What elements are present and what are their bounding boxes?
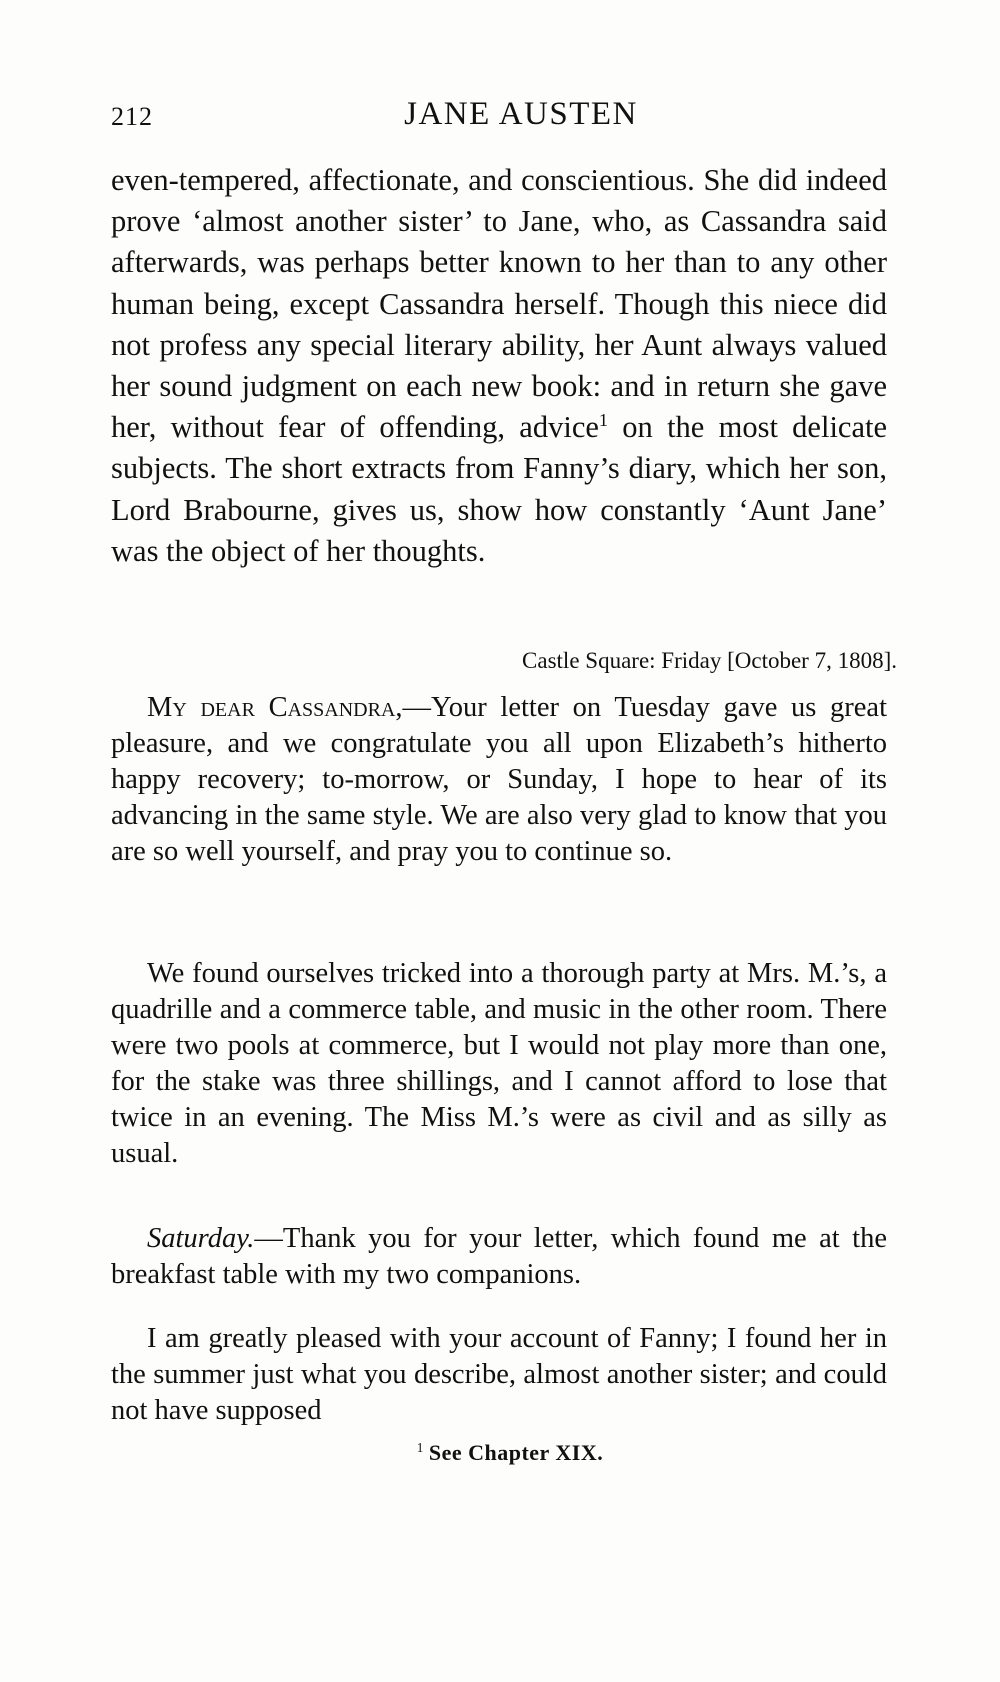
running-title: JANE AUSTEN	[404, 96, 638, 132]
letter-salutation: My dear Cassandra,	[147, 692, 403, 723]
letter-paragraph-3	[111, 1221, 887, 1293]
letter-day-heading: Saturday.	[147, 1223, 255, 1254]
letter-paragraph-3-text: —Thank you for your letter, which found me at the breakfast table with my two companions.	[111, 1223, 887, 1290]
paragraph-1	[111, 160, 887, 572]
letter-paragraph-4-text: I am greatly pleased with your account of Fanny; I found her in the summer just what you describe, almost another sister; and could not have supposed	[111, 1323, 887, 1426]
page-number: 212	[111, 102, 153, 131]
footnote-number: 1	[416, 1440, 424, 1456]
paragraph-1-text-a: even-tempered, affectionate, and conscientious. She did indeed prove ‘almost another sister’ to Jane, who, as Cassandra said afterwards, was perhaps better known to her than to any other human being, except Cassandra herself. Though this niece did not profess any special literary ability, her Aunt always valued her sound judgment on each new book: and in return she gave her, without fear of offending, advice	[111, 163, 887, 445]
letter-paragraph-2	[111, 956, 887, 1172]
paragraph-1-text	[111, 160, 887, 572]
letter-paragraph-1	[111, 690, 887, 870]
footnote	[0, 1440, 1000, 1466]
running-head	[111, 96, 891, 136]
footnote-reference: 1	[598, 410, 609, 431]
letter-paragraph-2-text: We found ourselves tricked into a thorough party at Mrs. M.’s, a quadrille and a commerce table, and music in the other room. There were two pools at commerce, but I would not play more than one, for the stake was three shillings, and I cannot afford to lose that twice in an evening. The Miss M.’s were as civil and as silly as usual.	[111, 958, 887, 1169]
paragraph-1-text-b: on the most delicate subjects. The short extracts from Fanny’s diary, which her son, Lord Brabourne, gives us, show how constantly ‘Aunt Jane’ was the object of her thoughts.	[111, 410, 888, 568]
letter-dateline: Castle Square: Friday [October 7, 1808].	[522, 648, 897, 673]
footnote-text: See Chapter XIX.	[428, 1440, 604, 1465]
letter-paragraph-1-text: —Your letter on Tuesday gave us great pleasure, and we congratulate you all upon Elizabeth’s hitherto happy recovery; to-morrow, or Sunday, I hope to hear of its advancing in the same style. We are also very glad to know that you are so well yourself, and pray you to continue so.	[111, 692, 887, 867]
letter-paragraph-4	[111, 1321, 887, 1429]
